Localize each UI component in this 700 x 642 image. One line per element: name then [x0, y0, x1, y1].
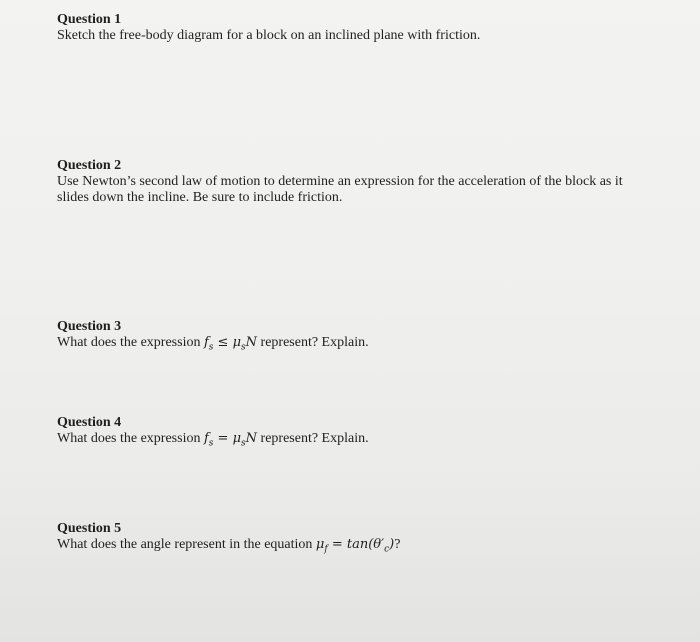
expr-f: f [203, 431, 209, 446]
expr-close-paren: ) [389, 537, 395, 552]
expr-mu-sub: s [241, 342, 246, 353]
question-3-text [57, 335, 657, 356]
expr-mu-sub: s [241, 438, 246, 449]
expr-f-sub: s [208, 342, 214, 353]
expr-c-sub: c [384, 544, 390, 555]
question-5-title: Question 5 [57, 521, 122, 536]
question-5-expression [315, 537, 395, 555]
question-1 [57, 11, 657, 44]
expr-mu: μ [232, 431, 242, 446]
question-4 [57, 414, 657, 452]
expr-mu-sub: f [324, 544, 328, 555]
question-2-text: Use Newton’s second law of motion to determine an expression for the acceleration of the block as it slides down the incline. Be sure to include friction. [57, 174, 623, 205]
question-5 [57, 520, 657, 558]
question-4-text-after: represent? Explain. [257, 431, 369, 446]
question-3-text-after: represent? Explain. [257, 335, 369, 350]
expr-n: N [245, 431, 258, 446]
question-1-text: Sketch the free-body diagram for a block on an inclined plane with friction. [57, 28, 481, 43]
expr-mu: μ [232, 335, 242, 350]
question-4-expression [203, 431, 258, 449]
question-3-text-before: What does the expression [57, 335, 204, 350]
expr-operator: ≤ [213, 335, 233, 350]
question-5-text [57, 537, 657, 558]
expr-operator: = [213, 431, 233, 446]
question-5-text-before: What does the angle represent in the equation [57, 537, 316, 552]
expr-f: f [203, 335, 209, 350]
question-2 [57, 157, 657, 206]
question-3 [57, 318, 657, 356]
question-5-text-after: ? [394, 537, 401, 552]
question-2-title: Question 2 [57, 158, 122, 173]
question-4-title: Question 4 [57, 415, 122, 430]
question-3-expression [203, 335, 258, 353]
expr-n: N [245, 335, 258, 350]
question-4-text [57, 431, 657, 452]
expr-f-sub: s [208, 438, 214, 449]
question-3-title: Question 3 [57, 319, 122, 334]
expr-mu: μ [315, 537, 325, 552]
question-4-text-before: What does the expression [57, 431, 204, 446]
question-1-title: Question 1 [57, 12, 122, 27]
expr-tan: = tan(θ′ [327, 537, 385, 552]
